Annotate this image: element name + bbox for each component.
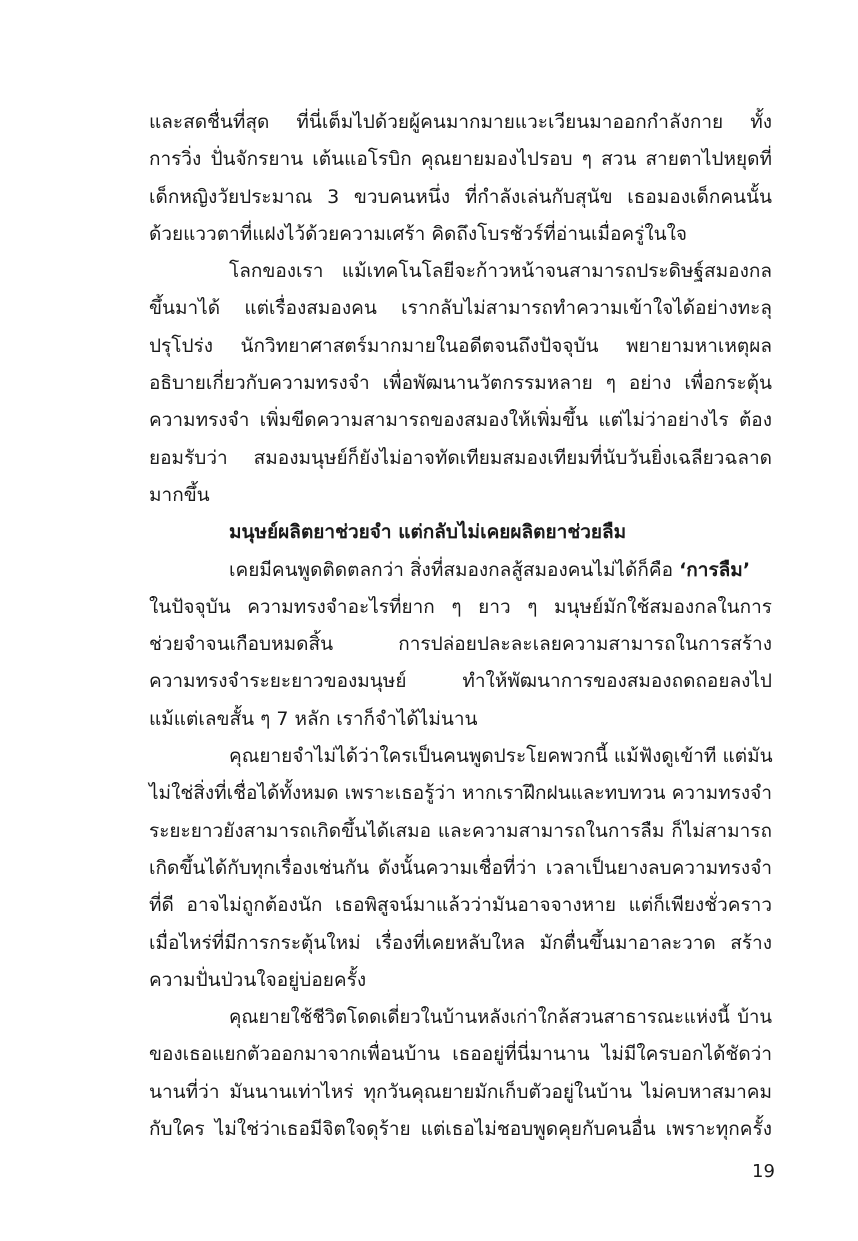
- heading-text: มนุษย์ผลิตยาช่วยจำ แต่กลับไม่เคยผลิตยาช่วยลืม: [229, 521, 627, 544]
- text-line: ความปั่นป่วนใจอยู่บ่อยครั้ง: [149, 968, 367, 991]
- paragraph-5: [149, 999, 772, 1148]
- text-line: เมื่อไหร่ที่มีการกระตุ้นใหม่ เรื่องที่เคยหลับใหล มักตื่นขึ้นมาอาละวาด สร้าง: [149, 931, 772, 954]
- page-number: 19: [752, 1161, 775, 1182]
- text-line: ความทรงจำ เพิ่มขีดความสามารถของสมองให้เพิ่มขึ้น แต่ไม่ว่าอย่างไร ต้อง: [149, 409, 772, 432]
- text-line-prefix: เคยมีคนพูดติดตลกว่า สิ่งที่สมองกลสู้สมองคนไม่ได้ก็คือ: [229, 558, 680, 581]
- text-line: อธิบายเกี่ยวกับความทรงจำ เพื่อพัฒนานวัตกรรมหลาย ๆ อย่าง เพื่อกระตุ้น: [149, 372, 772, 395]
- text-line: ของเธอแยกตัวออกมาจากเพื่อนบ้าน เธออยู่ที่นี่มานาน ไม่มีใครบอกได้ชัดว่า: [149, 1043, 772, 1066]
- text-line: ไม่ใช่สิ่งที่เชื่อได้ทั้งหมด เพราะเธอรู้ว่า หากเราฝึกฝนและทบทวน ความทรงจำ: [149, 782, 772, 805]
- emphasis-term: ‘การลืม’: [679, 558, 751, 581]
- text-line: ในปัจจุบัน ความทรงจำอะไรที่ยาก ๆ ยาว ๆ มนุษย์มักใช้สมองกลในการ: [149, 595, 772, 618]
- text-line: ความทรงจำระยะยาวของมนุษย์ ทำให้พัฒนาการของสมองถดถอยลงไป: [149, 670, 772, 693]
- text-line: นานที่ว่า มันนานเท่าไหร่ ทุกวันคุณยายมักเก็บตัวอยู่ในบ้าน ไม่คบหาสมาคม: [149, 1080, 772, 1103]
- text-line: แม้แต่เลขสั้น ๆ 7 หลัก เราก็จำได้ไม่นาน: [149, 707, 478, 730]
- text-line: และสดชื่นที่สุด ที่นี่เต็มไปด้วยผู้คนมากมายแวะเวียนมาออกกำลังกาย ทั้ง: [149, 111, 772, 133]
- text-line: กับใคร ไม่ใช่ว่าเธอมีจิตใจดุร้าย แต่เธอไม่ชอบพูดคุยกับคนอื่น เพราะทุกครั้ง: [149, 1118, 772, 1141]
- text-line: ด้วยแววตาที่แฝงไว้ด้วยความเศร้า คิดถึงโบรชัวร์ที่อ่านเมื่อครู่ในใจ: [149, 222, 688, 245]
- text-line: [149, 552, 772, 589]
- text-line: คุณยายจำไม่ได้ว่าใครเป็นคนพูดประโยคพวกนี้ แม้ฟังดูเข้าที แต่มัน: [229, 745, 773, 768]
- paragraph-1: [149, 104, 772, 253]
- text-line: ยอมรับว่า สมองมนุษย์ก็ยังไม่อาจทัดเทียมสมองเทียมที่นับวันยิ่งเฉลียวฉลาด: [149, 446, 772, 469]
- text-line: ปรุโปร่ง นักวิทยาศาสตร์มากมายในอดีตจนถึงปัจจุบัน พยายามหาเหตุผล: [149, 334, 772, 357]
- text-line: โลกของเรา แม้เทคโนโลยีจะก้าวหน้าจนสามารถประดิษฐ์สมองกล: [229, 260, 772, 283]
- text-line: การวิ่ง ปั่นจักรยาน เต้นแอโรบิก คุณยายมองไปรอบ ๆ สวน สายตาไปหยุดที่: [149, 148, 772, 171]
- text-line: เกิดขึ้นได้กับทุกเรื่องเช่นกัน ดังนั้นความเชื่อที่ว่า เวลาเป็นยางลบความทรงจำ: [149, 856, 772, 879]
- text-line: ขึ้นมาได้ แต่เรื่องสมองคน เรากลับไม่สามารถทำความเข้าใจได้อย่างทะลุ: [149, 297, 772, 320]
- text-line: มากขึ้น: [149, 483, 210, 506]
- section-heading: [149, 514, 772, 551]
- body-text: [149, 104, 772, 1148]
- text-line: ระยะยาวยังสามารถเกิดขึ้นได้เสมอ และความสามารถในการลืม ก็ไม่สามารถ: [149, 819, 772, 842]
- text-line: ที่ดี อาจไม่ถูกต้องนัก เธอพิสูจน์มาแล้วว่ามันอาจจางหาย แต่ก็เพียงชั่วคราว: [149, 894, 772, 917]
- text-line: ช่วยจำจนเกือบหมดสิ้น การปล่อยปละละเลยความสามารถในการสร้าง: [149, 633, 772, 656]
- paragraph-2: [149, 253, 772, 514]
- text-line: คุณยายใช้ชีวิตโดดเดี่ยวในบ้านหลังเก่าใกล้สวนสาธารณะแห่งนี้ บ้าน: [229, 1007, 772, 1029]
- paragraph-4: [149, 738, 772, 999]
- text-line: เด็กหญิงวัยประมาณ 3 ขวบคนหนึ่ง ที่กำลังเล่นกับสุนัข เธอมองเด็กคนนั้น: [149, 185, 772, 208]
- paragraph-3: [149, 552, 772, 738]
